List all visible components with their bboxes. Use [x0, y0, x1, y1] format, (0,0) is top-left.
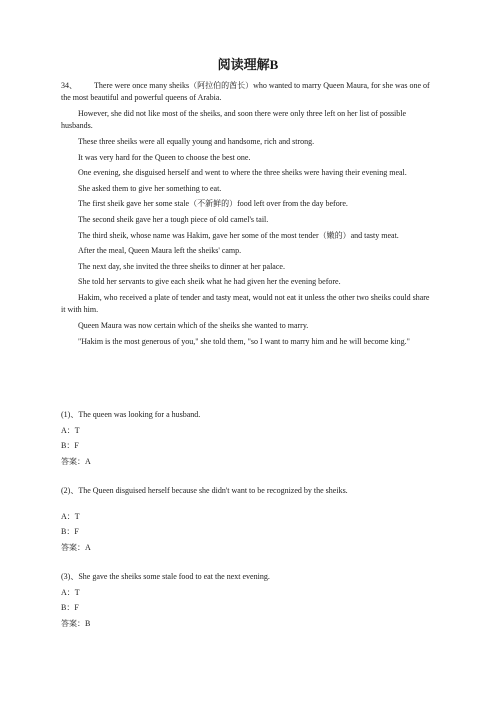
- question-item: [61, 569, 435, 631]
- passage-paragraph: The first sheik gave her some stale（不新鲜的）food left over from the day before.: [78, 199, 348, 209]
- passage-paragraph: Hakim, who received a plate of tender and tasty meat, would not eat it unless the other two sheiks could share it with him.: [61, 292, 430, 315]
- option-b: B：F: [61, 527, 79, 536]
- question-stem: (2)、The Queen disguised herself because she didn't want to be recognized by the sheiks.: [61, 486, 348, 495]
- passage-paragraph: She asked them to give her something to eat.: [78, 183, 222, 193]
- passage-paragraph: "Hakim is the most generous of you," she told them, "so I want to marry him and he will become king.": [78, 336, 410, 346]
- option-a: A：T: [61, 425, 80, 435]
- passage-paragraph: She told her servants to give each sheik what he had given her the evening before.: [78, 277, 341, 287]
- paragraph-text: There were once many sheiks（阿拉伯的酋长）who wanted to marry Queen Maura, for she was one of the most beautiful and powerful queens of Arabia.: [61, 81, 430, 103]
- passage-paragraph: It was very hard for the Queen to choose the best one.: [78, 152, 251, 162]
- passage-paragraph: After the meal, Queen Maura left the sheiks' camp.: [78, 246, 242, 256]
- passage-paragraph: [61, 80, 435, 105]
- reading-passage: [61, 80, 435, 351]
- document-title: 阅读理解B: [217, 57, 279, 72]
- passage-paragraph: However, she did not like most of the sheiks, and soon there were only three left on her list of possible husbands.: [61, 109, 407, 131]
- option-a: A：T: [61, 587, 80, 597]
- passage-paragraph: The next day, she invited the three sheiks to dinner at her palace.: [78, 261, 285, 271]
- passage-paragraph: The second sheik gave her a tough piece of old camel's tail.: [78, 214, 269, 224]
- question-item: [61, 407, 435, 469]
- answer-text: 答案：B: [61, 618, 91, 628]
- question-item: [61, 483, 435, 555]
- question-list: [61, 407, 435, 645]
- passage-paragraph: Queen Maura was now certain which of the sheiks she wanted to marry.: [78, 320, 309, 330]
- passage-paragraph: The third sheik, whose name was Hakim, gave her some of the most tender（嫩的）and tasty meat.: [78, 230, 399, 240]
- question-stem: (3)、She gave the sheiks some stale food to eat the next evening.: [61, 572, 270, 581]
- question-number: 34、: [61, 81, 77, 90]
- option-a: A：T: [61, 511, 80, 521]
- answer-text: 答案：A: [61, 456, 91, 466]
- passage-paragraph: One evening, she disguised herself and went to where the three sheiks were having their evening meal.: [78, 168, 407, 178]
- question-stem: (1)、The queen was looking for a husband.: [61, 410, 201, 419]
- passage-paragraph: These three sheiks were all equally young and handsome, rich and strong.: [78, 137, 315, 146]
- answer-text: 答案：A: [61, 542, 91, 552]
- option-b: B：F: [61, 603, 79, 612]
- option-b: B：F: [61, 441, 79, 450]
